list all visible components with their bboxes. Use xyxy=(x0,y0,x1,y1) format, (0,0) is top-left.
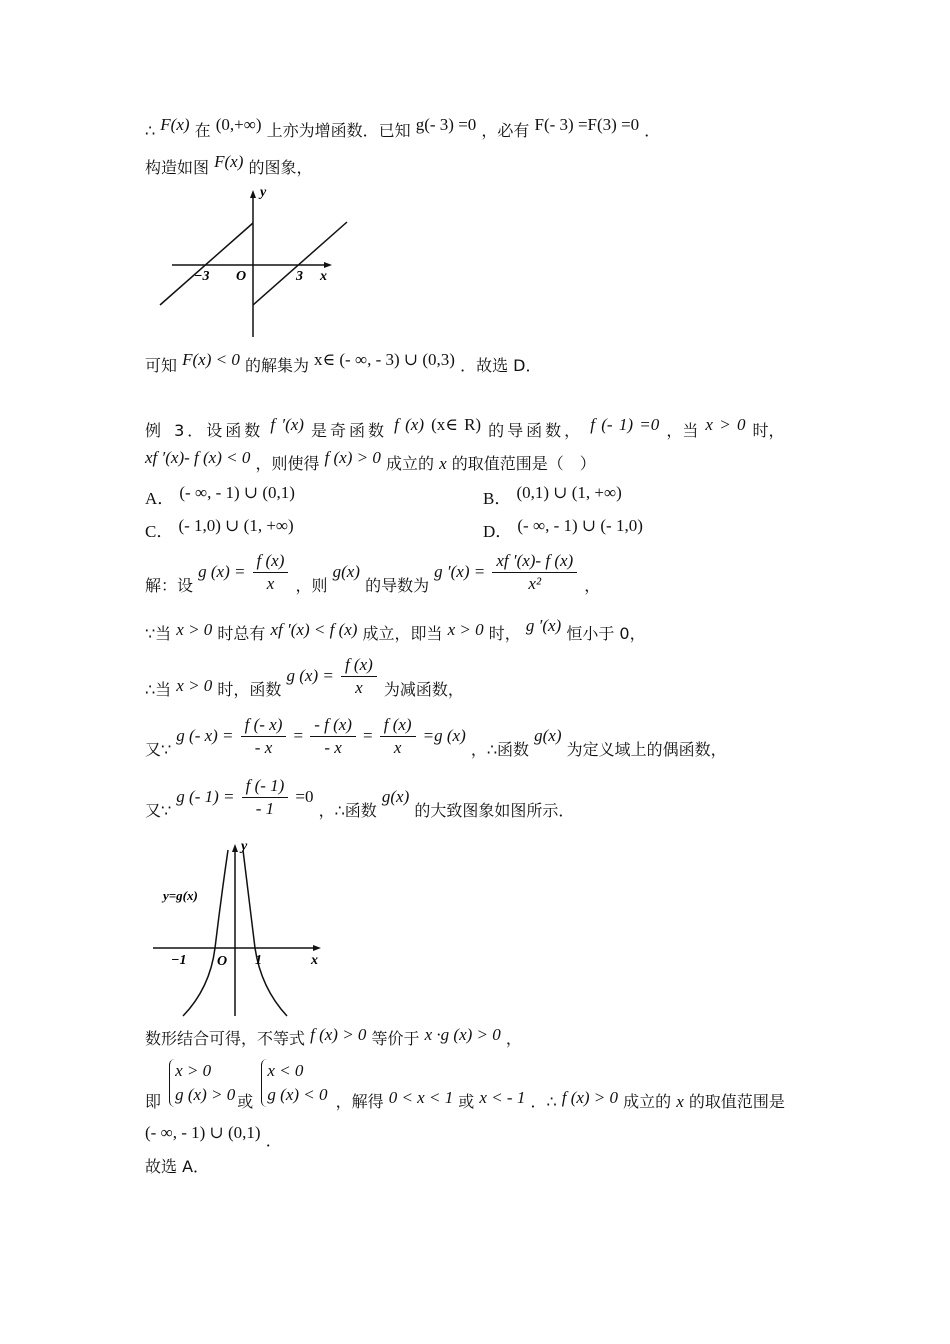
math-sol1: 0 < x < 1 xyxy=(388,1088,454,1107)
fraction-numerator: f (x) xyxy=(253,550,289,573)
text: 可知 xyxy=(145,356,178,375)
graph-g-x xyxy=(145,838,330,1020)
fraction-1 xyxy=(241,714,287,759)
solution-line-4 xyxy=(145,712,727,760)
solution-line-3 xyxy=(145,652,464,700)
math-x: x xyxy=(676,1092,684,1111)
math-eq: = xyxy=(293,726,304,745)
math-ineq: xf ′(x)- f (x) < 0 xyxy=(145,448,251,467)
option-C-label: C． xyxy=(145,522,174,541)
fraction-denominator: x² xyxy=(528,574,542,593)
origin-label: O xyxy=(217,954,228,969)
math-cond: x > 0 xyxy=(176,676,213,695)
text: 上亦为增函数．已知 xyxy=(266,121,411,140)
tick-label-neg3: −3 xyxy=(194,269,210,284)
text: ，解得 xyxy=(335,1092,384,1111)
math-range: (- ∞, - 1) ∪ (0,1) xyxy=(145,1123,261,1142)
tick-label-3: 3 xyxy=(296,269,303,284)
y-axis-label: y xyxy=(241,839,248,854)
math-g-eq: g(- 3) =0 xyxy=(415,115,477,134)
fraction-g-neg1 xyxy=(242,775,289,820)
right-curve xyxy=(243,850,287,1016)
system-1-line-2: g (x) > 0 xyxy=(175,1084,236,1104)
line-1 xyxy=(145,115,661,142)
math-ineq: f (x) > 0 xyxy=(310,1025,367,1044)
text: 的导数为 xyxy=(365,576,430,595)
math-cond: x > 0 xyxy=(176,620,213,639)
math-eq: = xyxy=(363,726,373,745)
text: 恒小于 0， xyxy=(566,624,646,643)
fraction-denominator: - x xyxy=(324,738,342,757)
option-D-value: (- ∞, - 1) ∪ (- 1,0) xyxy=(517,516,643,535)
fraction-g xyxy=(253,550,289,595)
fraction-3 xyxy=(380,714,416,759)
option-B-label: B． xyxy=(483,489,512,508)
fraction-gp xyxy=(492,550,577,595)
therefore-symbol: ∴ xyxy=(145,121,156,140)
left-curve xyxy=(183,850,228,1016)
text: 又∵ xyxy=(145,801,172,820)
option-D-label: D． xyxy=(483,522,513,541)
math-gp: g ′(x) xyxy=(525,616,562,635)
system-1-line-1: x > 0 xyxy=(175,1060,212,1080)
tick-label-neg1: −1 xyxy=(171,953,187,968)
option-A-value: (- ∞, - 1) ∪ (0,1) xyxy=(179,483,295,502)
math-g-lhs: g (x) = xyxy=(198,562,246,581)
conclusion-line-1 xyxy=(145,1025,522,1050)
text: 成立的 xyxy=(623,1092,672,1111)
example3-line-2 xyxy=(145,448,596,475)
math-F-x: F(x) xyxy=(160,115,190,134)
text: 构造如图 xyxy=(145,158,210,177)
text: 即 xyxy=(145,1092,162,1111)
fraction-numerator: xf ′(x)- f (x) xyxy=(492,550,577,573)
math-fx-pos: f (x) > 0 xyxy=(324,448,381,467)
math-equiv: x ·g (x) > 0 xyxy=(424,1025,501,1044)
math-F-eq: F(- 3) =F(3) =0 xyxy=(534,115,640,134)
fraction-numerator: f (- x) xyxy=(241,714,287,737)
system-1 xyxy=(169,1059,235,1107)
text: 的取值范围是 xyxy=(688,1092,785,1111)
tick-label-1: 1 xyxy=(255,953,262,968)
solution-line-1 xyxy=(145,548,600,596)
system-2 xyxy=(261,1059,327,1107)
text: 的导函数， xyxy=(488,421,584,440)
text: 的大致图象如图所示． xyxy=(414,801,575,820)
fraction-denominator: x xyxy=(266,574,275,593)
left-branch xyxy=(160,223,253,305)
fraction-numerator: f (x) xyxy=(341,654,377,677)
origin-label: O xyxy=(236,269,247,284)
math-f-neg1: f (- 1) =0 xyxy=(590,415,660,434)
text: 例 3．设函数 xyxy=(145,421,264,440)
fraction-denominator: - 1 xyxy=(255,799,275,818)
y-axis-arrow xyxy=(232,844,238,852)
text: 时，函数 xyxy=(217,680,282,699)
example3-line-1 xyxy=(145,415,785,442)
math-g-lhs: g (x) = xyxy=(286,666,334,685)
y-axis-arrow xyxy=(250,190,256,198)
math-fprime: f ′(x) xyxy=(270,415,304,434)
text: 成立的 xyxy=(385,454,434,473)
text: ， xyxy=(505,1029,522,1048)
math-gx: g(x) xyxy=(381,787,410,806)
line-3 xyxy=(145,350,542,377)
fraction-denominator: x xyxy=(355,678,363,697)
fraction-g xyxy=(341,654,377,699)
option-A xyxy=(145,483,295,510)
text: 数形结合可得，不等式 xyxy=(145,1029,306,1048)
text: 的取值范围是（ ） xyxy=(451,454,596,473)
math-solution: x∈ (- ∞, - 3) ∪ (0,3) xyxy=(314,350,455,369)
math-F-x: F(x) xyxy=(214,152,244,171)
solution-line-5 xyxy=(145,773,574,821)
conclusion-line-3 xyxy=(145,1122,282,1150)
math-domain: (x∈ R) xyxy=(431,415,482,434)
math-fx: f (x) xyxy=(394,415,424,434)
fraction-denominator: - x xyxy=(254,738,273,757)
right-branch xyxy=(253,222,347,305)
x-axis-arrow xyxy=(313,945,321,951)
text: ∴当 xyxy=(145,680,172,699)
text: ． xyxy=(265,1131,282,1150)
text: 的解集为 xyxy=(244,356,309,375)
text: 为减函数， xyxy=(383,680,464,699)
option-A-label: A． xyxy=(145,489,175,508)
math-gx: g(x) xyxy=(332,562,360,581)
text: 为定义域上的偶函数， xyxy=(566,740,727,759)
math-cond: x > 0 xyxy=(705,415,746,434)
line-2 xyxy=(145,152,313,179)
math-gx: g(x) xyxy=(534,726,562,745)
option-C xyxy=(145,516,294,543)
text: 解：设 xyxy=(145,576,194,595)
x-axis-label: x xyxy=(320,269,327,284)
text: ，则使得 xyxy=(255,454,320,473)
text: ，当 xyxy=(666,421,699,440)
option-B-value: (0,1) ∪ (1, +∞) xyxy=(516,483,622,502)
math-lhs: g (- 1) = xyxy=(176,787,235,806)
text: 的图象， xyxy=(248,158,313,177)
math-gp-lhs: g ′(x) = xyxy=(434,562,486,581)
text: 时， xyxy=(488,624,521,643)
math-sol2: x < - 1 xyxy=(479,1088,526,1107)
graph-F-x xyxy=(150,182,350,340)
curve-label: y=g(x) xyxy=(163,888,198,903)
solution-line-2 xyxy=(145,616,646,645)
math-rhs: =0 xyxy=(295,787,314,806)
math-ineq: xf ′(x) < f (x) xyxy=(270,620,358,639)
math-ineq: f (x) > 0 xyxy=(561,1088,619,1107)
text: ， xyxy=(584,576,601,595)
text: 成立，即当 xyxy=(362,624,443,643)
conclusion-line-2 xyxy=(145,1054,785,1110)
math-x: x xyxy=(439,454,447,473)
final-answer: 故选 A． xyxy=(145,1157,210,1176)
conclusion-line-4 xyxy=(145,1156,209,1178)
text: ，则 xyxy=(295,576,328,595)
x-axis-label: x xyxy=(311,953,318,968)
text: ．∴ xyxy=(530,1092,557,1111)
text: 又∵ xyxy=(145,740,172,759)
fraction-2 xyxy=(310,714,356,759)
math-rhs: =g (x) xyxy=(422,726,466,745)
text: 是奇函数 xyxy=(311,421,388,440)
fraction-numerator: - f (x) xyxy=(310,714,356,737)
text: 时总有 xyxy=(217,624,266,643)
text: ，必有 xyxy=(481,121,530,140)
text: ∵当 xyxy=(145,624,172,643)
system-2-line-1: x < 0 xyxy=(267,1060,304,1080)
x-axis-arrow xyxy=(324,262,332,268)
text: 在 xyxy=(194,121,211,140)
fraction-numerator: f (x) xyxy=(380,714,416,737)
text: ．故选 D． xyxy=(460,356,542,375)
text: 或 xyxy=(237,1092,254,1111)
option-C-value: (- 1,0) ∪ (1, +∞) xyxy=(178,516,294,535)
text: 等价于 xyxy=(371,1029,420,1048)
text: 时， xyxy=(752,421,785,440)
system-2-line-2: g (x) < 0 xyxy=(267,1084,328,1104)
text: ． xyxy=(644,121,661,140)
option-D xyxy=(483,516,643,543)
math-ineq: F(x) < 0 xyxy=(182,350,240,369)
text: ，∴函数 xyxy=(470,740,530,759)
y-axis-label: y xyxy=(260,185,267,200)
text: ，∴函数 xyxy=(318,801,377,820)
option-B xyxy=(483,483,622,510)
math-lhs: g (- x) = xyxy=(176,726,234,745)
text: 或 xyxy=(458,1092,475,1111)
math-cond: x > 0 xyxy=(447,620,484,639)
fraction-numerator: f (- 1) xyxy=(242,775,289,798)
math-interval: (0,+∞) xyxy=(215,115,262,134)
fraction-denominator: x xyxy=(393,738,402,757)
